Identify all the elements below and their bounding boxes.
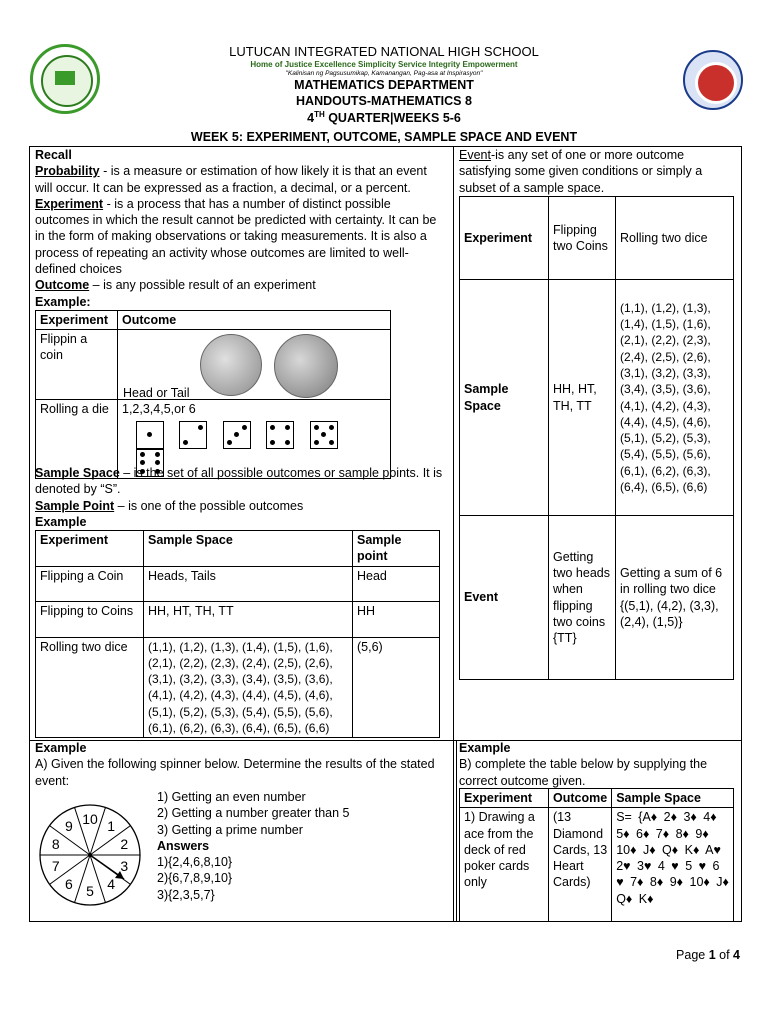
- spinner-number: 9: [64, 817, 73, 834]
- school-tagline: "Kalinisan ng Pagsusumikap, Kamanangan, Pag-asa at Inspirasyon": [285, 70, 483, 77]
- event-table-row-label: Experiment: [460, 197, 549, 280]
- cards-table: [459, 788, 734, 922]
- spinner-number: 10: [82, 811, 98, 827]
- event-table-cell: Getting a sum of 6 in rolling two dice {(5,1), (4,2), (3,3), (2,4), (1,5)}: [616, 516, 734, 680]
- event-table-row-label: Event: [460, 516, 549, 680]
- answer-2: 2){6,7,8,9,10}: [157, 871, 233, 886]
- outcome-definition: Outcome – is any possible result of an experiment: [35, 278, 316, 293]
- coin-heads-image: [200, 334, 262, 396]
- event-table-row-label: Sample Space: [460, 280, 549, 516]
- school-motto: Home of Justice Excellence Simplicity Service Integrity Empowerment: [250, 60, 518, 69]
- question-1: 1) Getting an even number: [157, 790, 306, 804]
- cards-table-header-outcome: Outcome: [549, 789, 612, 808]
- spinner-number: 3: [120, 858, 129, 875]
- sample-space-definition: Sample Space – is the set of all possible outcomes or sample points. It is denoted by “S”.: [35, 466, 443, 497]
- cards-table-cell: (13 Diamond Cards, 13 Heart Cards): [549, 808, 612, 922]
- spinner-example: [35, 740, 447, 789]
- experiment-definition: Experiment - is a process that has a number of distinct possible outcomes in which the result cannot be predicted with certainty. It can be in the form of making observations or taking measurements. It is also a process of repeating an activity whose outcomes are limited to well-defined choices: [35, 196, 437, 277]
- outcome-table: [35, 310, 391, 479]
- spinner-instructions: A) Given the following spinner below. Determine the results of the stated event:: [35, 757, 435, 788]
- cards-table-header-experiment: Experiment: [460, 789, 549, 808]
- sample-table-cell: Heads, Tails: [144, 566, 353, 601]
- die-outcome-text: 1,2,3,4,5,or 6: [122, 402, 196, 416]
- answers-heading: Answers: [157, 838, 210, 853]
- department-title: MATHEMATICS DEPARTMENT: [294, 78, 474, 92]
- probability-definition: Probability - is a measure or estimation of how likely it is that an event will occur. It can be expressed as a fraction, a decimal, or a percent.: [35, 164, 427, 195]
- recall-heading: Recall: [35, 148, 72, 162]
- outcome-table-cell: Flippin a coin: [36, 330, 118, 400]
- die-face-1-icon: [136, 421, 164, 449]
- school-name: LUTUCAN INTEGRATED NATIONAL HIGH SCHOOL: [229, 44, 539, 59]
- event-table-cell: (1,1), (1,2), (1,3), (1,4), (1,5), (1,6), (2,1), (2,2), (2,3), (2,4), (2,5), (2,6), (3,1), (3,2), (3,3), (3,4), (3,5), (3,6), (4,1), (4,2), (4,3), (4,4), (4,5), (4,6), (5,1), (5,2), (5,3), (5,4), (5,5), (5,6), (6,1), (6,2), (6,3), (6,4), (6,5), (6,6): [616, 280, 734, 516]
- event-table-cell: HH, HT, TH, TT: [549, 280, 616, 516]
- answer-3: 3){2,3,5,7}: [157, 887, 215, 902]
- outcome-table-header-experiment: Experiment: [36, 311, 118, 330]
- spinner-number: 8: [51, 835, 60, 852]
- example-heading-4: Example: [459, 741, 511, 755]
- die-face-2-icon: [179, 421, 207, 449]
- example-heading-3: Example: [35, 741, 87, 755]
- cards-table-header-sample-space: Sample Space: [612, 789, 734, 808]
- sample-space-section: [35, 465, 447, 530]
- column-divider: [453, 146, 454, 921]
- page-number: Page 1 of 4: [676, 948, 740, 962]
- event-table: [459, 196, 734, 680]
- sample-table-cell: Rolling two dice: [36, 637, 144, 738]
- sample-table-cell: Head: [353, 566, 440, 601]
- sample-table-cell: Flipping a Coin: [36, 566, 144, 601]
- cards-table-cell: S= {A♦ 2♦ 3♦ 4♦ 5♦ 6♦ 7♦ 8♦ 9♦ 10♦ J♦ Q♦ K♦ A♥ 2♥ 3♥ 4 ♥ 5 ♥ 6 ♥ 7♦ 8♦ 9♦ 10♦ J♦ Q♦ K♦: [612, 808, 734, 922]
- event-definition: Event-is any set of one or more outcome satisfying some given conditions or simply a subset of a sample space.: [459, 148, 703, 195]
- outcome-table-cell: Rolling a die: [36, 400, 118, 479]
- sample-table-cell: Flipping to Coins: [36, 601, 144, 637]
- coin-tails-image: [274, 334, 338, 398]
- spinner-number: 6: [64, 876, 73, 893]
- die-face-4-icon: [266, 421, 294, 449]
- sample-table-cell: (1,1), (1,2), (1,3), (1,4), (1,5), (1,6), (2,1), (2,2), (2,3), (2,4), (2,5), (2,6), (3,1), (3,2), (3,3), (3,4), (3,5), (3,6), (4,1), (4,2), (4,3), (4,4), (4,5), (4,6), (5,1), (5,2), (5,3), (5,4), (5,5), (5,6), (6,1), (6,2), (6,3), (6,4), (6,5), (6,6): [144, 637, 353, 738]
- handouts-title: HANDOUTS-MATHEMATICS 8: [296, 94, 472, 108]
- coin-cell: [118, 330, 391, 400]
- outcome-table-header-outcome: Outcome: [118, 311, 391, 330]
- cards-instructions: B) complete the table below by supplying the correct outcome given.: [459, 757, 708, 788]
- sample-table-header-point: Sample point: [353, 531, 440, 567]
- week-title: WEEK 5: EXPERIMENT, OUTCOME, SAMPLE SPACE AND EVENT: [190, 130, 578, 144]
- cards-table-cell: 1) Drawing a ace from the deck of red poker cards only: [460, 808, 549, 922]
- spinner-number: 7: [51, 858, 60, 875]
- quarter-title: 4TH QUARTER|WEEKS 5-6: [307, 110, 461, 126]
- spinner-number: 5: [86, 883, 94, 899]
- example-heading-1: Example:: [35, 294, 91, 309]
- coin-outcome-text: Head or Tail: [123, 386, 190, 400]
- question-3: 3) Getting a prime number: [157, 822, 303, 837]
- die-face-3-icon: [223, 421, 251, 449]
- sample-table-header-space: Sample Space: [144, 531, 353, 567]
- spinner-icon: [38, 803, 142, 907]
- sample-table-header-experiment: Experiment: [36, 531, 144, 567]
- spinner-number: 1: [107, 817, 116, 834]
- spinner-questions: [157, 789, 437, 903]
- question-2: 2) Getting a number greater than 5: [157, 806, 350, 821]
- sample-table-cell: HH: [353, 601, 440, 637]
- sample-table-cell: HH, HT, TH, TT: [144, 601, 353, 637]
- cards-example: [459, 740, 737, 789]
- event-table-cell: Rolling two dice: [616, 197, 734, 280]
- sample-table-cell: (5,6): [353, 637, 440, 738]
- bottom-column-divider: [456, 741, 457, 921]
- die-face-5-icon: [310, 421, 338, 449]
- answer-1: 1){2,4,6,8,10}: [157, 855, 233, 870]
- recall-section: [35, 147, 447, 310]
- event-table-cell: Getting two heads when flipping two coins {TT}: [549, 516, 616, 680]
- sample-space-table: [35, 530, 440, 738]
- sample-point-definition: Sample Point – is one of the possible outcomes: [35, 498, 304, 513]
- example-heading-2: Example: [35, 514, 87, 529]
- spinner-number: 2: [120, 835, 129, 852]
- event-table-cell: Flipping two Coins: [549, 197, 616, 280]
- spinner-number: 4: [107, 876, 116, 893]
